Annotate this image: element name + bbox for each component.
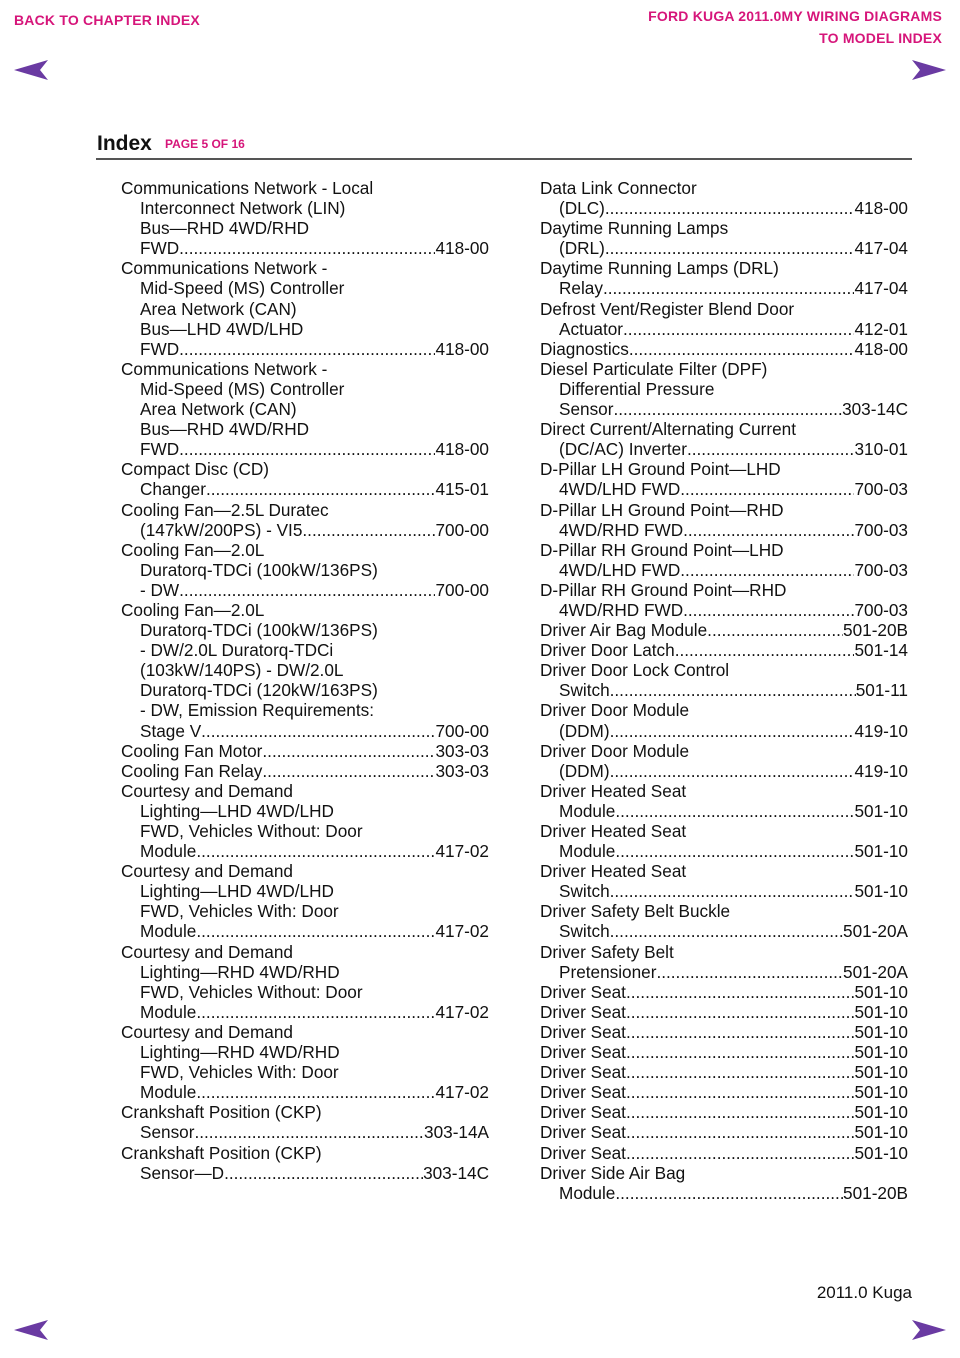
index-entry-term: (DDM) <box>559 760 610 781</box>
index-entry[interactable] <box>540 1122 908 1142</box>
dot-leader <box>626 1042 855 1062</box>
dot-leader <box>179 439 435 459</box>
dot-leader <box>629 339 855 359</box>
dot-leader <box>262 761 435 781</box>
index-entry[interactable] <box>121 1022 489 1102</box>
dot-leader <box>687 439 855 459</box>
index-entry-line: Area Network (CAN) <box>140 298 297 319</box>
dot-leader <box>196 1002 435 1022</box>
index-entry-page-ref[interactable]: 417-04 <box>854 278 908 299</box>
index-entry-page-ref[interactable]: 501-20A <box>843 921 908 942</box>
index-entry-term: (DRL) <box>559 238 605 259</box>
index-entry-page-ref[interactable]: 501-20B <box>843 1182 908 1203</box>
index-entry-line: Duratorq-TDCi (120kW/163PS) <box>140 680 378 701</box>
dot-leader <box>615 841 854 861</box>
index-entry-line: Mid-Speed (MS) Controller <box>140 278 345 299</box>
index-entry-term: (DLC) <box>559 198 605 219</box>
index-entry[interactable] <box>540 1042 908 1062</box>
index-entry[interactable] <box>121 741 489 761</box>
dot-leader <box>626 1002 855 1022</box>
index-entry-line: Bus—LHD 4WD/LHD <box>140 318 304 339</box>
index-entry-term: Switch <box>559 881 610 902</box>
index-entry-page-ref[interactable]: 418-00 <box>435 439 489 460</box>
index-entry-line: Driver Heated Seat <box>540 821 687 841</box>
footer-model-year: 2011.0 Kuga <box>816 1283 912 1302</box>
dot-leader <box>683 600 854 620</box>
index-entry-page-ref[interactable]: 415-01 <box>435 479 489 500</box>
index-entry-line: D-Pillar RH Ground Point—LHD <box>540 539 784 560</box>
index-entry[interactable] <box>540 299 908 339</box>
index-entry-line: Bus—RHD 4WD/RHD <box>140 419 310 440</box>
index-entry-line: FWD, Vehicles With: Door <box>140 1062 339 1083</box>
index-entry-term: Cooling Fan Motor <box>121 740 263 761</box>
index-entry[interactable] <box>540 861 908 901</box>
index-entry-page-ref[interactable]: 700-03 <box>854 599 908 620</box>
index-entry[interactable] <box>540 1022 908 1042</box>
index-entry-term: Driver Seat <box>540 1122 626 1143</box>
index-entry-line: Driver Heated Seat <box>540 861 687 882</box>
index-entry-page-ref[interactable]: 418-00 <box>435 238 489 259</box>
dot-leader <box>224 1163 423 1183</box>
index-entry[interactable] <box>121 258 489 358</box>
index-entry[interactable] <box>540 901 908 941</box>
dot-leader <box>680 560 854 580</box>
index-entry[interactable] <box>540 258 908 298</box>
index-entry-term: Driver Seat <box>540 1042 626 1063</box>
index-entry[interactable] <box>540 459 908 499</box>
index-entry-term: Sensor <box>559 399 614 420</box>
index-entry-term: Switch <box>559 680 610 701</box>
dot-leader <box>707 620 843 640</box>
index-entry-line: Courtesy and Demand <box>121 941 293 962</box>
index-entry-term: (DC/AC) Inverter <box>559 439 687 460</box>
index-entry-line: Area Network (CAN) <box>140 399 297 420</box>
index-entry-page-ref[interactable]: 419-10 <box>854 760 908 781</box>
index-entry[interactable] <box>121 500 489 540</box>
index-entry-line: FWD, Vehicles Without: Door <box>140 821 363 841</box>
index-entry-term: 4WD/LHD FWD <box>559 559 681 580</box>
index-entry-page-ref[interactable]: 700-00 <box>435 519 489 540</box>
document-title-link[interactable]: FORD KUGA 2011.0MY WIRING DIAGRAMS <box>648 8 942 24</box>
index-entry[interactable] <box>540 580 908 620</box>
index-entry-page-ref[interactable]: 418-00 <box>854 338 908 359</box>
dot-leader <box>626 982 855 1002</box>
arrow-left-icon[interactable] <box>12 1318 50 1342</box>
index-entry-line: Driver Heated Seat <box>540 780 687 801</box>
index-entry-line: Direct Current/Alternating Current <box>540 419 796 440</box>
index-entry-term: Relay <box>559 278 603 299</box>
index-entry-line: Driver Safety Belt <box>540 941 674 962</box>
index-entry-term: FWD <box>140 338 180 359</box>
index-entry[interactable] <box>540 821 908 861</box>
index-entry-term: FWD <box>140 439 180 460</box>
index-entry-page-ref[interactable]: 501-20A <box>843 961 908 982</box>
arrow-right-icon[interactable] <box>910 1318 948 1342</box>
index-entry-line: - DW/2.0L Duratorq-TDCi <box>140 640 334 661</box>
index-entry-line: Communications Network - Local <box>121 178 374 198</box>
index-entry-page-ref[interactable]: 303-14C <box>842 399 908 420</box>
index-entry-page-ref[interactable]: 501-10 <box>854 1042 908 1063</box>
index-entry[interactable] <box>121 600 489 741</box>
index-entry-line: Driver Door Module <box>540 740 690 761</box>
index-entry[interactable] <box>121 781 489 861</box>
to-model-index-link[interactable]: TO MODEL INDEX <box>819 30 942 46</box>
dot-leader <box>680 479 854 499</box>
index-entry-term: Sensor <box>140 1122 195 1143</box>
index-entry-term: Driver Door Latch <box>540 640 675 661</box>
index-entry[interactable] <box>540 660 908 700</box>
index-entry-line: Data Link Connector <box>540 178 697 198</box>
index-entry-line: Defrost Vent/Register Blend Door <box>540 298 795 319</box>
index-entry-line: Mid-Speed (MS) Controller <box>140 378 345 399</box>
index-entry-term: Module <box>140 1082 197 1103</box>
index-entry-line: Crankshaft Position (CKP) <box>121 1102 322 1123</box>
index-entry-page-ref[interactable]: 418-00 <box>435 338 489 359</box>
index-entry-line: Duratorq-TDCi (100kW/136PS) <box>140 620 378 641</box>
page-title: Index <box>97 132 152 155</box>
index-entry[interactable] <box>540 1082 908 1102</box>
index-entry-page-ref[interactable]: 303-03 <box>435 760 489 781</box>
index-entry-line: Driver Safety Belt Buckle <box>540 901 731 922</box>
index-entry-page-ref[interactable]: 417-04 <box>854 238 908 259</box>
index-entry-term: Module <box>559 800 616 821</box>
index-entry[interactable] <box>540 218 908 258</box>
index-entry-line: Lighting—LHD 4WD/LHD <box>140 881 334 902</box>
index-entry[interactable] <box>540 1062 908 1082</box>
index-entry-line: FWD, Vehicles Without: Door <box>140 981 363 1002</box>
index-entry-term: (147kW/200PS) - VI5 <box>140 519 303 540</box>
index-entry[interactable] <box>121 178 489 258</box>
index-entry-term: Driver Seat <box>540 981 626 1002</box>
index-entry[interactable] <box>540 339 908 359</box>
index-entry-page-ref[interactable]: 501-10 <box>854 1082 908 1103</box>
dot-leader <box>605 198 855 218</box>
index-entry-term: 4WD/RHD FWD <box>559 599 684 620</box>
index-entry-page-ref[interactable]: 303-14A <box>424 1122 489 1143</box>
arrow-right-icon[interactable] <box>910 58 948 82</box>
index-entry-page-ref[interactable]: 417-02 <box>435 921 489 942</box>
index-entry-page-ref[interactable]: 501-10 <box>854 1122 908 1143</box>
index-entry[interactable] <box>121 459 489 499</box>
index-entry[interactable] <box>540 982 908 1002</box>
dot-leader <box>610 921 843 941</box>
index-entry-line: Diesel Particulate Filter (DPF) <box>540 358 768 379</box>
dot-leader <box>626 1062 855 1082</box>
index-entry-page-ref[interactable]: 501-10 <box>854 981 908 1002</box>
index-entry-line: FWD, Vehicles With: Door <box>140 901 339 922</box>
dot-leader <box>615 1183 843 1203</box>
index-entry-term: Driver Seat <box>540 1082 626 1103</box>
index-entry-page-ref[interactable]: 700-00 <box>435 579 489 600</box>
index-entry-term: Driver Seat <box>540 1102 626 1123</box>
index-entry-term: Module <box>559 1182 616 1203</box>
index-entry[interactable] <box>540 620 908 640</box>
index-entry-page-ref[interactable]: 700-00 <box>435 720 489 741</box>
dot-leader <box>615 801 854 821</box>
index-entry-page-ref[interactable]: 417-02 <box>435 1082 489 1103</box>
index-entry[interactable] <box>540 178 908 218</box>
index-entry-line: (103kW/140PS) - DW/2.0L <box>140 660 344 681</box>
index-entry-term: Changer <box>140 479 206 500</box>
dot-leader <box>610 721 855 741</box>
index-entry-term: Stage V <box>140 720 202 741</box>
index-entry[interactable] <box>540 540 908 580</box>
index-entry-line: Bus—RHD 4WD/RHD <box>140 218 310 239</box>
index-entry-term: Pretensioner <box>559 961 657 982</box>
index-entry-term: Driver Seat <box>540 1142 626 1163</box>
dot-leader <box>603 278 855 298</box>
dot-leader <box>196 921 435 941</box>
index-entry-page-ref[interactable]: 501-10 <box>854 881 908 902</box>
dot-leader <box>610 680 856 700</box>
index-entry[interactable] <box>121 1102 489 1142</box>
index-entry-term: FWD <box>140 238 180 259</box>
index-entry-page-ref[interactable]: 417-02 <box>435 1001 489 1022</box>
index-entry-line: D-Pillar RH Ground Point—RHD <box>540 579 787 600</box>
index-entry-term: Cooling Fan Relay <box>121 760 263 781</box>
index-entry-line: Lighting—RHD 4WD/RHD <box>140 1042 340 1063</box>
index-entry-line: Courtesy and Demand <box>121 861 293 882</box>
index-entry-term: - DW <box>140 579 180 600</box>
index-entry[interactable] <box>540 1102 908 1122</box>
index-entry[interactable] <box>540 419 908 459</box>
dot-leader <box>623 319 854 339</box>
index-entry-line: Compact Disc (CD) <box>121 459 270 480</box>
index-entry-page-ref[interactable]: 700-03 <box>854 519 908 540</box>
index-entry-term: Diagnostics <box>540 338 629 359</box>
index-entry-line: Cooling Fan—2.5L Duratec <box>121 499 329 520</box>
index-entry[interactable] <box>540 640 908 660</box>
index-entry-page-ref[interactable]: 501-20B <box>843 620 908 641</box>
index-entry-line: Cooling Fan—2.0L <box>121 539 265 560</box>
index-entry-term: Switch <box>559 921 610 942</box>
index-entry-page-ref[interactable]: 700-03 <box>854 479 908 500</box>
dot-leader <box>626 1102 855 1122</box>
dot-leader <box>613 399 842 419</box>
index-entry-line: Driver Door Module <box>540 700 690 721</box>
index-entry[interactable] <box>540 359 908 419</box>
index-entry-line: Lighting—LHD 4WD/LHD <box>140 800 334 821</box>
index-entry[interactable] <box>121 761 489 781</box>
dot-leader <box>610 881 855 901</box>
dot-leader <box>201 721 435 741</box>
page-number-label: PAGE 5 OF 16 <box>165 137 245 151</box>
back-to-chapter-index-link[interactable]: BACK TO CHAPTER INDEX <box>14 12 200 28</box>
dot-leader <box>196 1082 435 1102</box>
index-entry[interactable] <box>540 741 908 781</box>
index-entry-page-ref[interactable]: 501-11 <box>855 680 908 701</box>
index-entry-page-ref[interactable]: 310-01 <box>854 439 908 460</box>
index-entry-page-ref[interactable]: 417-02 <box>435 841 489 862</box>
index-entry-line: Daytime Running Lamps <box>540 218 729 239</box>
index-entry-page-ref[interactable]: 700-03 <box>854 559 908 580</box>
index-entry-term: Module <box>140 1001 197 1022</box>
index-entry-term: Module <box>140 921 197 942</box>
index-entry-page-ref[interactable]: 303-14C <box>423 1162 489 1183</box>
dot-leader <box>626 1082 855 1102</box>
index-column-left <box>121 178 489 1183</box>
arrow-left-icon[interactable] <box>12 58 50 82</box>
index-entry-page-ref[interactable]: 419-10 <box>854 720 908 741</box>
dot-leader <box>683 520 854 540</box>
index-entry-page-ref[interactable]: 303-03 <box>435 740 489 761</box>
index-entry-line: Courtesy and Demand <box>121 1021 293 1042</box>
index-entry[interactable] <box>540 1002 908 1022</box>
index-entry-line: Crankshaft Position (CKP) <box>121 1142 322 1163</box>
index-entry-term: (DDM) <box>559 720 610 741</box>
index-entry-page-ref[interactable]: 501-10 <box>854 1062 908 1083</box>
index-entry-line: Driver Door Lock Control <box>540 660 730 681</box>
dot-leader <box>626 1143 855 1163</box>
dot-leader <box>626 1122 855 1142</box>
index-entry[interactable] <box>121 359 489 459</box>
dot-leader <box>196 841 435 861</box>
index-entry-term: Driver Air Bag Module <box>540 620 708 641</box>
dot-leader <box>302 520 435 540</box>
index-entry-page-ref[interactable]: 501-10 <box>854 1142 908 1163</box>
index-entry-term: Module <box>559 841 616 862</box>
index-entry-page-ref[interactable]: 501-10 <box>854 800 908 821</box>
index-entry-page-ref[interactable]: 501-10 <box>854 841 908 862</box>
index-entry-term: 4WD/RHD FWD <box>559 519 684 540</box>
index-column-right <box>540 178 908 1203</box>
index-entry-term: Actuator <box>559 318 624 339</box>
index-entry-term: Driver Seat <box>540 1021 626 1042</box>
dot-leader <box>194 1122 424 1142</box>
index-entry-term: Driver Seat <box>540 1062 626 1083</box>
index-entry-line: Differential Pressure <box>559 378 715 399</box>
index-entry-line: Driver Side Air Bag <box>540 1162 686 1183</box>
index-entry[interactable] <box>540 1143 908 1163</box>
index-entry[interactable] <box>540 500 908 540</box>
index-entry-line: Courtesy and Demand <box>121 780 293 801</box>
index-entry-term: Sensor—D <box>140 1162 225 1183</box>
index-entry-page-ref[interactable]: 501-14 <box>854 640 908 661</box>
index-entry-term: 4WD/LHD FWD <box>559 479 681 500</box>
dot-leader <box>605 238 855 258</box>
index-entry-line: Interconnect Network (LIN) <box>140 198 346 219</box>
index-entry-line: Lighting—RHD 4WD/RHD <box>140 961 340 982</box>
dot-leader <box>675 640 855 660</box>
dot-leader <box>179 238 435 258</box>
index-entry[interactable] <box>121 1143 489 1183</box>
index-entry-line: Communications Network - <box>121 258 328 279</box>
index-entry[interactable] <box>540 1163 908 1203</box>
dot-leader <box>179 580 435 600</box>
index-entry[interactable] <box>540 700 908 740</box>
index-entry-line: D-Pillar LH Ground Point—RHD <box>540 499 784 520</box>
index-entry[interactable] <box>121 942 489 1022</box>
index-entry-page-ref[interactable]: 501-10 <box>854 1021 908 1042</box>
index-entry-line: D-Pillar LH Ground Point—LHD <box>540 459 781 480</box>
index-entry-page-ref[interactable]: 418-00 <box>854 198 908 219</box>
dot-leader <box>626 1022 855 1042</box>
index-entry[interactable] <box>540 942 908 982</box>
index-entry-line: Daytime Running Lamps (DRL) <box>540 258 779 279</box>
index-entry-page-ref[interactable]: 501-10 <box>854 1001 908 1022</box>
dot-leader <box>179 339 435 359</box>
index-entry-page-ref[interactable]: 412-01 <box>854 318 908 339</box>
index-entry-term: Driver Seat <box>540 1001 626 1022</box>
index-entry-term: Module <box>140 841 197 862</box>
index-entry[interactable] <box>121 540 489 600</box>
index-entry-line: Cooling Fan—2.0L <box>121 599 265 620</box>
index-entry-line: - DW, Emission Requirements: <box>140 700 375 721</box>
dot-leader <box>262 741 435 761</box>
index-entry[interactable] <box>121 861 489 941</box>
index-entry-page-ref[interactable]: 501-10 <box>854 1102 908 1123</box>
index-entry[interactable] <box>540 781 908 821</box>
index-entry-line: Duratorq-TDCi (100kW/136PS) <box>140 559 378 580</box>
dot-leader <box>610 761 855 781</box>
dot-leader <box>656 962 843 982</box>
dot-leader <box>206 479 436 499</box>
index-entry-line: Communications Network - <box>121 358 328 379</box>
header-divider <box>96 158 912 160</box>
